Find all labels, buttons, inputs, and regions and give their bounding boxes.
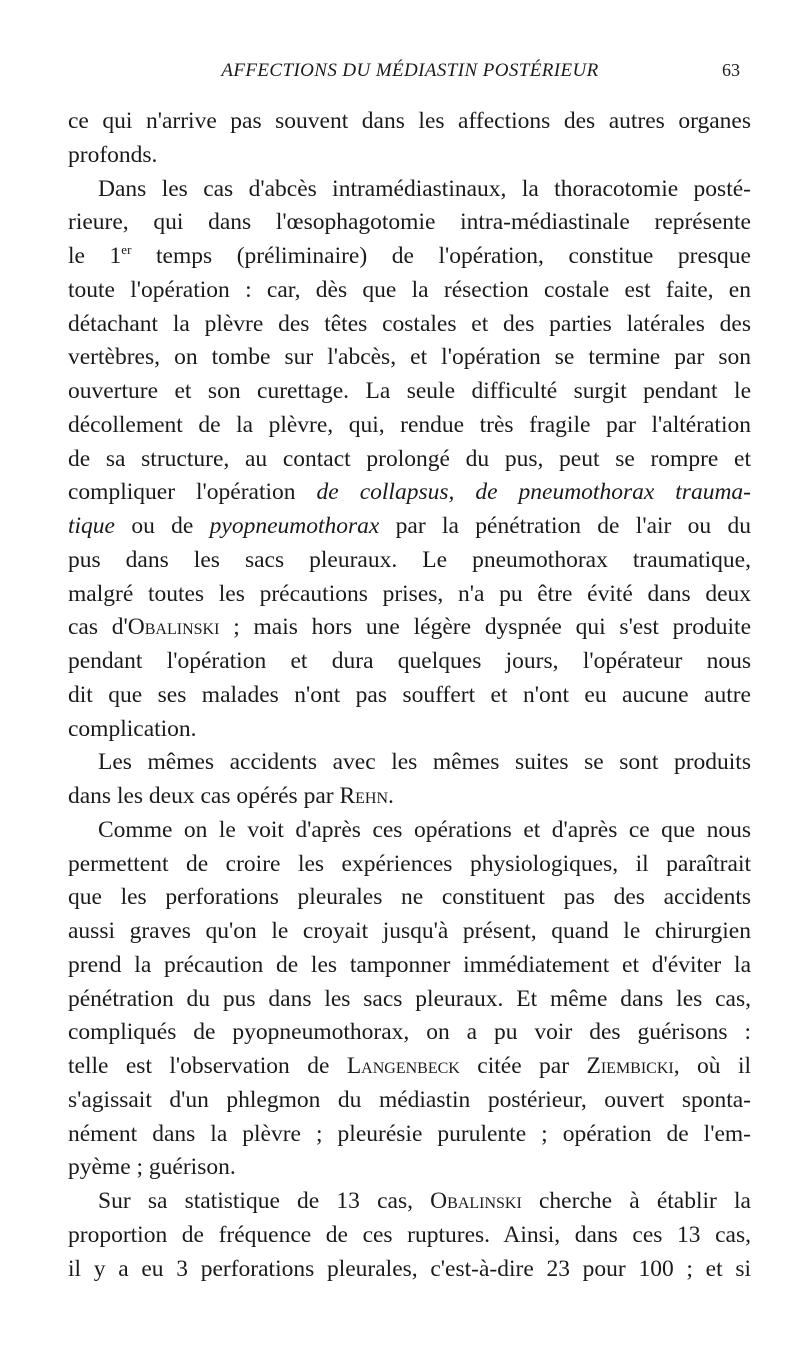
- text-line: s'agissait d'un phlegmon du médiastin postérieur, ouvert sponta-: [68, 1086, 751, 1113]
- text-line: rieure, qui dans l'œsophagotomie intra-médiastinale représente: [68, 209, 751, 236]
- paragraph-start-line: Sur sa statistique de 13 cas, Obalinski cherche à établir la: [98, 1188, 751, 1214]
- text-line: ce qui n'arrive pas souvent dans les affections des autres organes: [68, 108, 751, 134]
- text-line: pénétration du pus dans les sacs pleuraux. Et même dans les cas,: [68, 985, 751, 1012]
- paragraph-start-line: Les mêmes accidents avec les mêmes suites se sont produits: [98, 749, 751, 776]
- author-name: Ziembicki: [586, 1053, 674, 1079]
- text-line: toute l'opération : car, dès que la résection costale est faite, en: [68, 276, 751, 303]
- text-line: profonds.: [68, 141, 158, 168]
- ordinal-superscript: er: [121, 242, 132, 258]
- author-name: Obalinski: [430, 1188, 522, 1214]
- author-name: Langenbeck: [346, 1053, 460, 1079]
- paragraph-start-line: Dans les cas d'abcès intramédiastinaux, la thoracotomie posté-: [98, 175, 751, 202]
- italic-term: de collapsus, de pneumothorax trauma-: [316, 479, 751, 506]
- text-line: prend la précaution de les tamponner immédiatement et d'éviter la: [68, 951, 751, 978]
- text-line: pus dans les sacs pleuraux. Le pneumothorax traumatique,: [68, 546, 751, 573]
- text-line: malgré toutes les précautions prises, n'a pu être évité dans deux: [68, 580, 751, 607]
- text-line: permettent de croire les expériences physiologiques, il paraîtrait: [68, 850, 751, 877]
- text-line: cas d'Obalinski ; mais hors une légère dyspnée qui s'est produite: [68, 614, 751, 641]
- text-line: tique ou de pyopneumothorax par la pénétration de l'air ou du: [68, 513, 751, 539]
- text-line: il y a eu 3 perforations pleurales, c'est-à-dire 23 pour 100 ; et si: [68, 1255, 751, 1282]
- text-line: aussi graves qu'on le croyait jusqu'à présent, quand le chirurgien: [68, 918, 751, 944]
- text-line: dans les deux cas opérés par Rehn.: [68, 783, 394, 809]
- text-line: compliqués de pyopneumothorax, on a pu voir des guérisons :: [68, 1019, 751, 1046]
- text-line: proportion de fréquence de ces ruptures. Ainsi, dans ces 13 cas,: [68, 1221, 751, 1248]
- text-line: compliquer l'opération de collapsus, de pneumothorax trauma-: [68, 479, 751, 506]
- text-line: dit que ses malades n'ont pas souffert et n'ont eu aucune autre: [68, 681, 751, 708]
- body-text: [68, 105, 751, 1286]
- text-line: de sa structure, au contact prolongé du pus, peut se rompre et: [68, 445, 751, 472]
- italic-term: tique: [68, 513, 115, 539]
- text-line: le 1er temps (préliminaire) de l'opération, constitue presque: [68, 242, 751, 269]
- italic-term: pyopneumothorax: [209, 513, 380, 539]
- text-line: que les perforations pleurales ne constituent pas des accidents: [68, 884, 751, 911]
- paragraph-start-line: Comme on le voit d'après ces opérations et d'après ce que nous: [98, 816, 751, 843]
- author-name: Rehn: [339, 783, 389, 809]
- text-line: pendant l'opération et dura quelques jours, l'opérateur nous: [68, 648, 751, 674]
- text-line: vertèbres, on tombe sur l'abcès, et l'opération se termine par son: [68, 344, 751, 371]
- text-line: nément dans la plèvre ; pleurésie purulente ; opération de l'em-: [68, 1120, 751, 1147]
- text-line: détachant la plèvre des têtes costales et des parties latérales des: [68, 310, 751, 337]
- running-header: AFFECTIONS DU MÉDIASTIN POSTÉRIEUR: [221, 60, 599, 81]
- page-number: 63: [722, 60, 740, 80]
- text-line: décollement de la plèvre, qui, rendue très fragile par l'altération: [68, 411, 751, 438]
- text-line: ouverture et son curettage. La seule difficulté surgit pendant le: [68, 378, 751, 404]
- text-line: telle est l'observation de Langenbeck citée par Ziembicki, où il: [68, 1053, 752, 1079]
- author-name: Obalinski: [127, 614, 220, 641]
- text-line: complication.: [68, 715, 197, 742]
- text-line: pyème ; guérison.: [68, 1154, 236, 1181]
